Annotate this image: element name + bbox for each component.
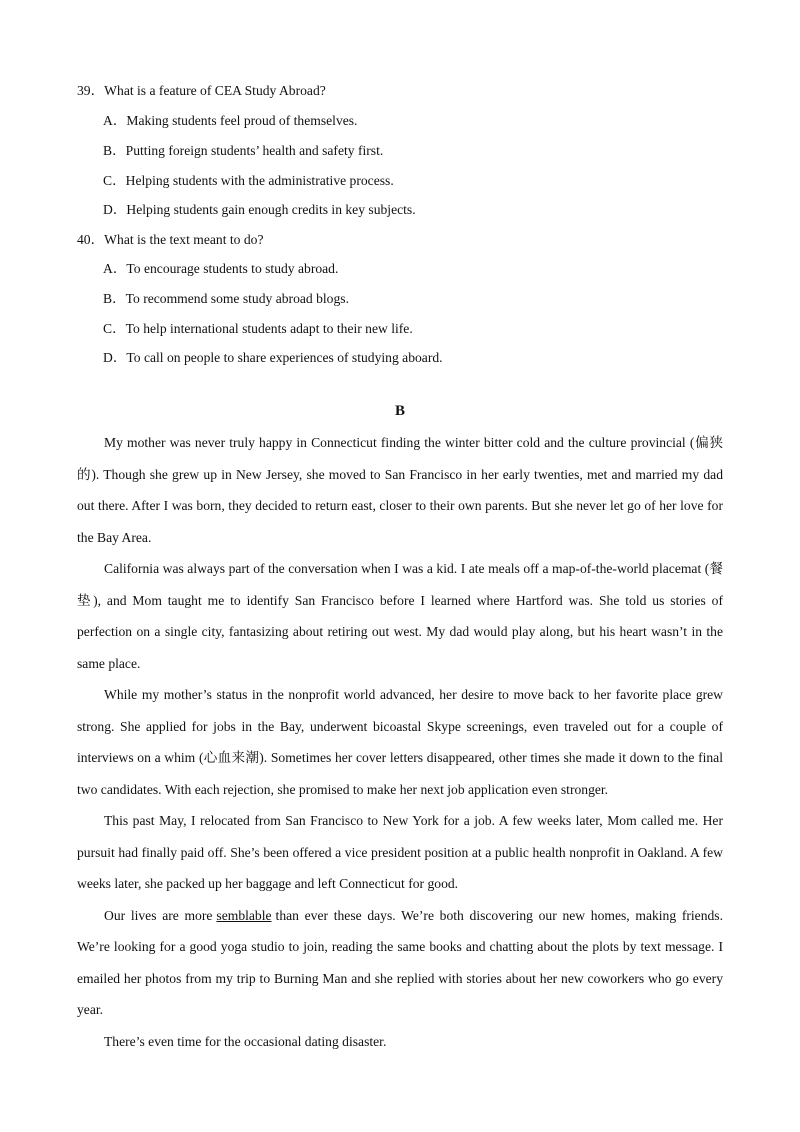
underlined-word: semblable [216, 907, 272, 923]
passage-paragraph-4: This past May, I relocated from San Francisco to New York for a job. A few weeks later, Mom called me. Her pursuit had finally paid off. She’s been offered a vice president position at a public health nonprofit in Oakland. A few weeks later, she packed up her baggage and left Connecticut for good. [77, 813, 723, 891]
paragraph-5-rest: than ever these days. We’re both discovering our new homes, making friends. We’re looking for a good yoga studio to join, reading the same books and chatting about the plots by text message. I emailed her photos from my trip to Burning Man and she replied with stories about her new coworkers who go every year. [77, 907, 723, 1017]
question-39-option-b: B．Putting foreign students’ health and safety first. [103, 143, 384, 158]
question-39-stem: 39．What is a feature of CEA Study Abroad? [77, 83, 326, 98]
passage-paragraph-3: While my mother’s status in the nonprofit world advanced, her desire to move back to her favorite place grew strong. She applied for jobs in the Bay, underwent bicoastal Skype screenings, even traveled out for a couple of interviews on a whim (心血来潮). Sometimes her cover letters disappeared, other times she made it down to the final two candidates. With each rejection, she promised to make her next job application even stronger. [77, 687, 723, 797]
passage-paragraph-1: My mother was never truly happy in Connecticut finding the winter bitter cold and the culture provincial (偏狭的). Though she grew up in New Jersey, she moved to San Francisco in her early twenties, met and married my dad out there. After I was born, they decided to return east, closer to their own parents. But she never let go of her love for the Bay Area. [77, 435, 723, 545]
passage-paragraph-5 [77, 900, 723, 1026]
paragraph-5-lead: Our lives are more [104, 907, 213, 923]
question-39-option-a: A．Making students feel proud of themselves. [103, 113, 358, 128]
question-39-option-d: D．Helping students gain enough credits in key subjects. [103, 202, 416, 217]
question-39-option-c: C．Helping students with the administrative process. [103, 173, 394, 188]
section-heading: B [394, 403, 405, 419]
question-40-option-a: A．To encourage students to study abroad. [103, 261, 339, 276]
passage-paragraph-6: There’s even time for the occasional dating disaster. [104, 1033, 387, 1049]
reading-passage [77, 427, 723, 1057]
question-40-option-c: C．To help international students adapt to their new life. [103, 321, 413, 336]
question-40-stem: 40．What is the text meant to do? [77, 232, 264, 247]
question-40-option-d: D．To call on people to share experiences of studying aboard. [103, 350, 443, 365]
passage-paragraph-2: California was always part of the conversation when I was a kid. I ate meals off a map-of-the-world placemat (餐垫), and Mom taught me to identify San Francisco before I learned where Hartford was. She told us stories of perfection on a single city, fantasizing about retiring out west. My dad would play along, but his heart wasn’t in the same place. [77, 561, 723, 671]
question-40-option-b: B．To recommend some study abroad blogs. [103, 291, 349, 306]
